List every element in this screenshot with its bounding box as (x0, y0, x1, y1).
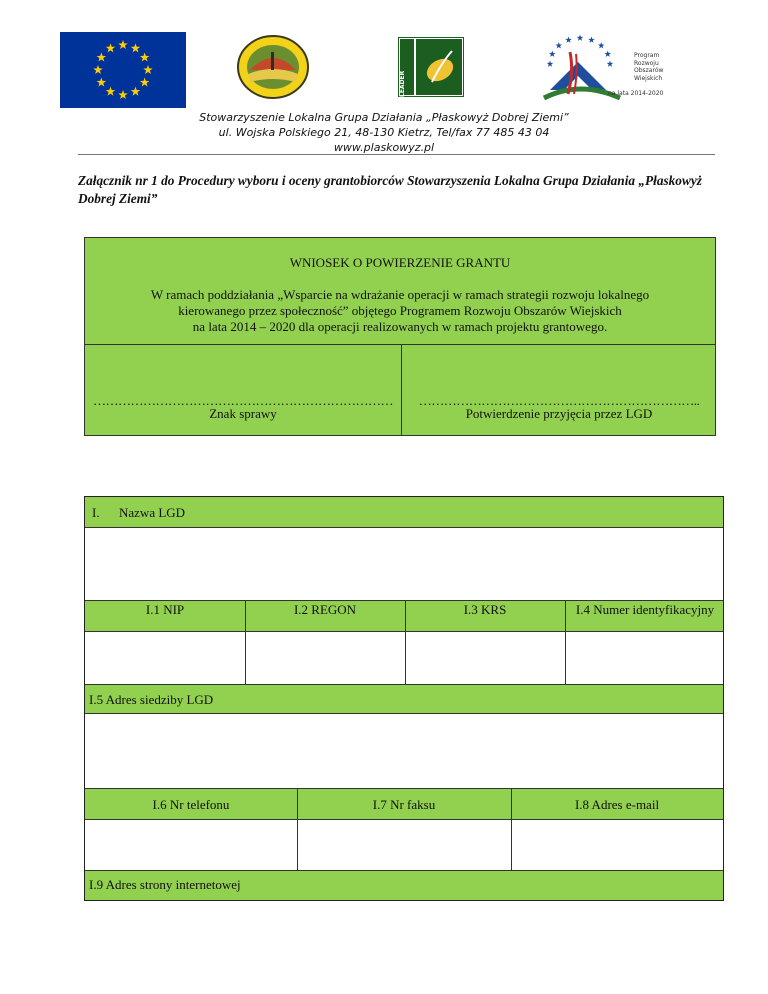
lgd-name-input[interactable] (85, 528, 723, 600)
prow-line-1: Program (634, 52, 660, 59)
prow-line-3: Obszarów (634, 67, 664, 74)
prow-star-icon (547, 61, 554, 67)
annex-title: Załącznik nr 1 do Procedury wyboru i oceny grantobiorców Stowarzyszenia Lokalna Grupa Działania „Płaskowyż Dobrej Ziemi” (78, 173, 702, 206)
nip-input[interactable] (85, 632, 245, 684)
prow-logo (540, 32, 680, 102)
lgd-round-logo (236, 34, 310, 100)
email-input[interactable] (512, 820, 723, 870)
description-line-1: W ramach poddziałania „Wsparcie na wdrażanie operacji w ramach strategii rozwoju lokalnego (150, 287, 650, 302)
prow-star-icon (549, 51, 556, 57)
receipt-field[interactable] (402, 345, 716, 435)
lgd-name-label: Nazwa LGD (119, 505, 186, 520)
prow-star-icon (598, 42, 605, 48)
address-label: I.5 Adres siedziby LGD (89, 692, 214, 707)
eu-flag-icon (60, 32, 186, 108)
email-label: I.8 Adres e-mail (574, 797, 660, 812)
prow-line-5: na lata 2014-2020 (608, 90, 664, 97)
address-header (85, 685, 723, 713)
leader-logo (398, 37, 464, 97)
description-line-2: kierowanego przez społeczność” objętego Programem Rozwoju Obszarów Wiejskich (178, 303, 622, 318)
signature-box (84, 344, 716, 436)
website-label: I.9 Adres strony internetowej (89, 877, 241, 892)
krs-input[interactable] (406, 632, 565, 684)
id-number-label: I.4 Numer identyfikacyjny (575, 602, 715, 617)
prow-star-icon (607, 61, 614, 67)
prow-star-icon (577, 35, 584, 41)
krs-label: I.3 KRS (463, 602, 507, 617)
section1-table (84, 496, 724, 901)
website-header (85, 871, 723, 900)
nip-label: I.1 NIP (145, 602, 185, 617)
application-title-box (84, 237, 716, 345)
case-mark-label: Znak sprawy (209, 406, 277, 421)
prow-line-4: Wiejskich (634, 74, 663, 82)
lgd-name-header (85, 497, 723, 527)
phone-input[interactable] (85, 820, 297, 870)
header-block (0, 110, 768, 155)
id-number-input[interactable] (566, 632, 723, 684)
case-mark-dots: ……………………………………………………………… (93, 393, 393, 408)
prow-star-icon (604, 51, 611, 57)
org-address: ul. Wojska Polskiego 21, 48-130 Kietrz, Tel/fax 77 485 43 04 (218, 126, 550, 139)
regon-label: I.2 REGON (293, 602, 357, 617)
receipt-label: Potwierdzenie przyjęcia przez LGD (465, 406, 653, 421)
description-line-3: na lata 2014 – 2020 dla operacji realizowanych w ramach projektu grantowego. (192, 319, 608, 334)
header-divider (78, 154, 715, 155)
prow-star-icon (565, 36, 572, 42)
fax-input[interactable] (298, 820, 511, 870)
phone-label: I.6 Nr telefonu (152, 797, 230, 812)
fax-label: I.7 Nr faksu (372, 797, 436, 812)
prow-line-2: Rozwoju (634, 59, 659, 67)
case-mark-field[interactable] (85, 345, 401, 435)
leader-text: LEADER (399, 70, 406, 97)
org-name: Stowarzyszenie Lokalna Grupa Działania „Płaskowyż Dobrej Ziemi” (199, 111, 569, 124)
section1-number: I. (92, 505, 100, 520)
address-input[interactable] (85, 714, 723, 788)
application-description (85, 287, 715, 335)
application-title: WNIOSEK O POWIERZENIE GRANTU (289, 255, 511, 270)
prow-star-icon (588, 36, 595, 42)
regon-input[interactable] (246, 632, 405, 684)
org-website[interactable]: www.plaskowyz.pl (333, 141, 435, 154)
receipt-dots: ………………………………………………………….. (418, 393, 700, 408)
prow-star-icon (555, 42, 562, 48)
